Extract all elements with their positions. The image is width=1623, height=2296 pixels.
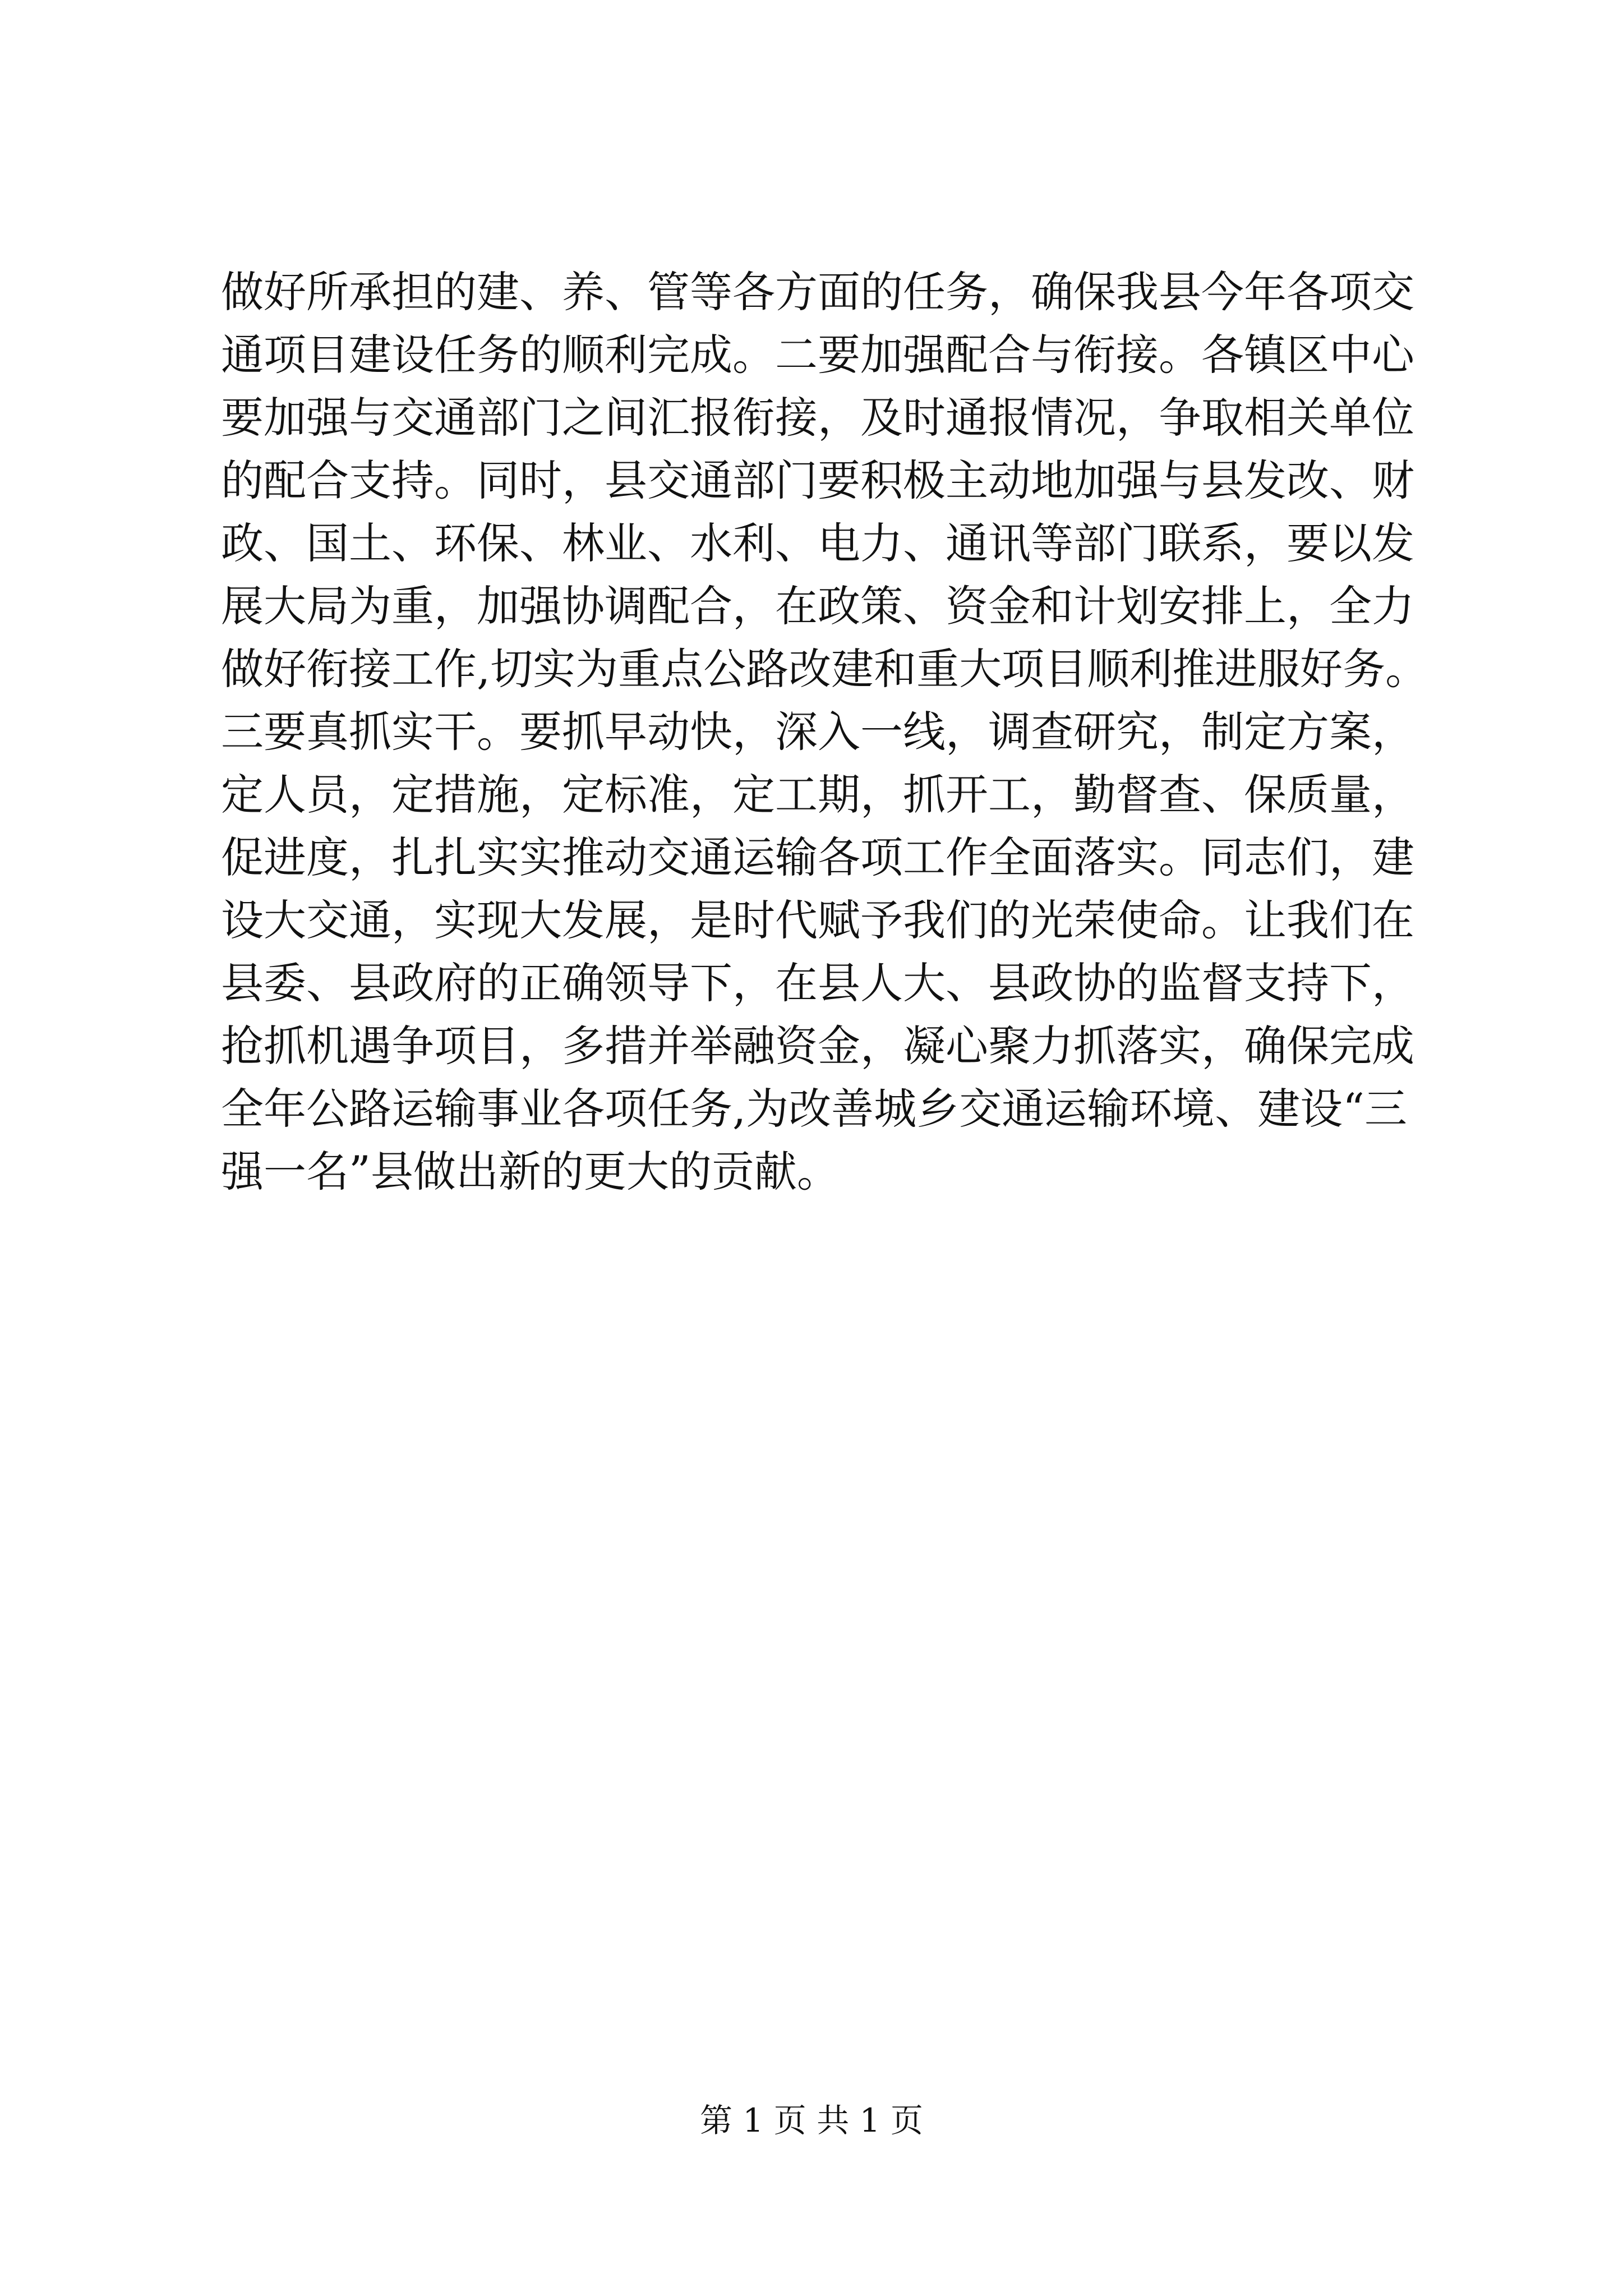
- text-line: 要加强与交通部门之间汇报衔接，及时通报情况，争取相关单位: [221, 393, 1414, 443]
- text-line: 设大交通，实现大发展，是时代赋予我们的光荣使命。让我们在: [221, 895, 1414, 945]
- text-line: 通项目建设任务的顺利完成。二要加强配合与衔接。各镇区中心: [221, 330, 1414, 380]
- text-line: 做好所承担的建、养、管等各方面的任务，确保我县今年各项交: [221, 267, 1414, 317]
- body-text: [221, 261, 1428, 1203]
- text-line: 的配合支持。同时，县交通部门要积极主动地加强与县发改、财: [221, 455, 1414, 505]
- page-footer: 第 1 页 共 1 页: [700, 2101, 923, 2139]
- text-line: 政、国土、环保、林业、水利、电力、通讯等部门联系，要以发: [221, 518, 1414, 568]
- text-line: 三要真抓实干。要抓早动快，深入一线，调查研究，制定方案，: [221, 707, 1414, 757]
- text-line-last: 强一名”县做出新的更大的贡献。: [221, 1147, 840, 1197]
- text-line: 抢抓机遇争项目，多措并举融资金，凝心聚力抓落实，确保完成: [221, 1021, 1414, 1071]
- text-line: 展大局为重，加强协调配合，在政策、资金和计划安排上，全力: [221, 581, 1414, 631]
- text-line: 县委、县政府的正确领导下，在县人大、县政协的监督支持下，: [221, 958, 1414, 1008]
- text-line: 做好衔接工作,切实为重点公路改建和重大项目顺利推进服好务。: [221, 644, 1428, 694]
- text-line: 定人员，定措施，定标准，定工期，抓开工，勤督查、保质量，: [221, 770, 1414, 820]
- text-line: 促进度，扎扎实实推动交通运输各项工作全面落实。同志们，建: [221, 832, 1414, 882]
- text-line: 全年公路运输事业各项任务,为改善城乡交通运输环境、建设“三: [221, 1084, 1408, 1134]
